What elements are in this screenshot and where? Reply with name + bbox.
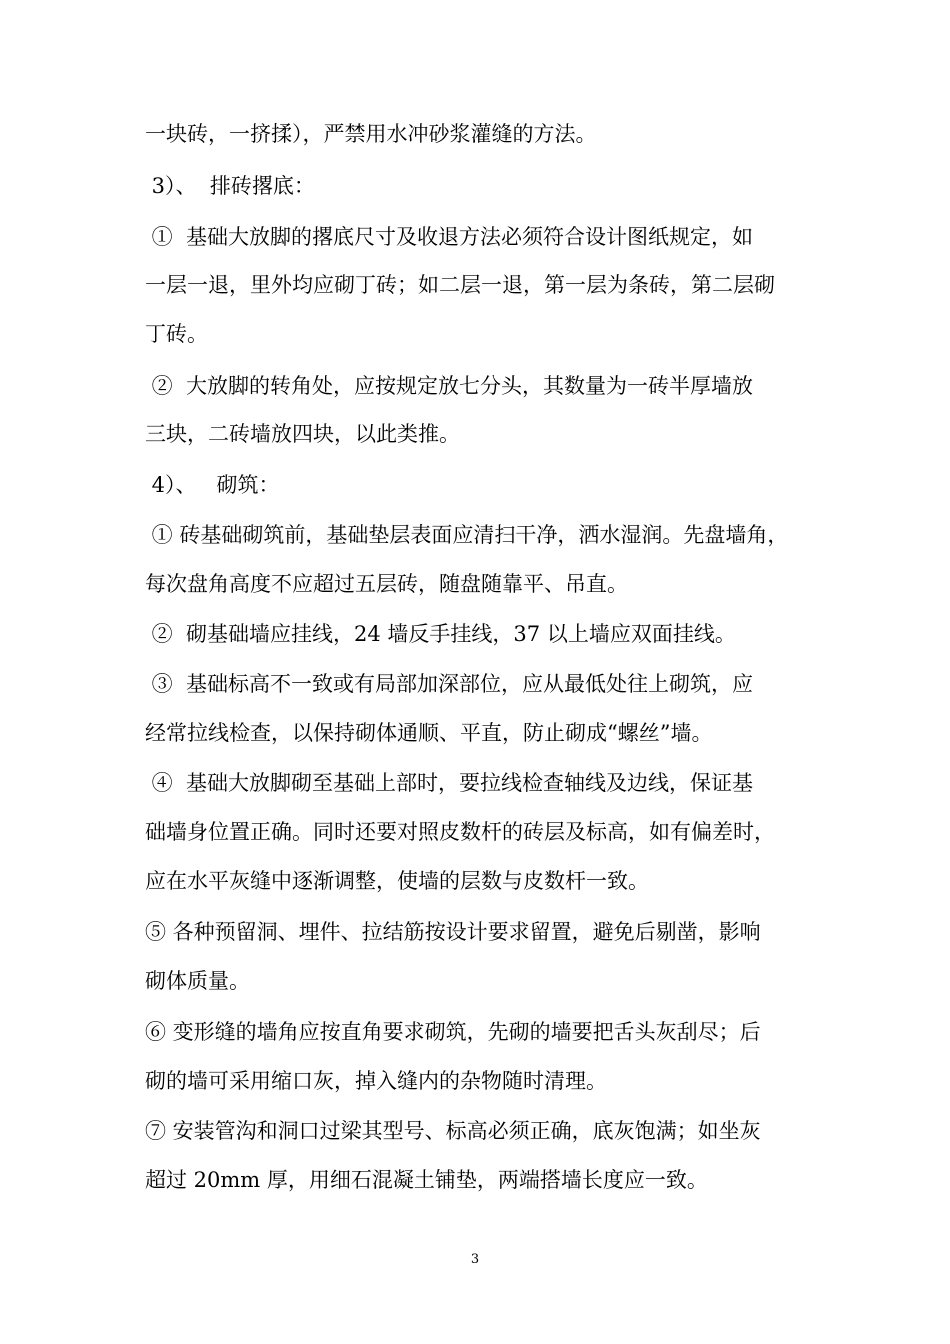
text-line: 应在水平灰缝中逐渐调整，使墙的层数与皮数杆一致。 xyxy=(145,869,649,893)
text-line: ② 砌基础墙应挂线，24 墙反手挂线，37 以上墙应双面挂线。 xyxy=(145,622,736,646)
text-line: ④ 基础大放脚砌至基础上部时，要拉线检查轴线及边线，保证基 xyxy=(145,771,754,795)
text-line: ⑥ 变形缝的墙角应按直角要求砌筑，先砌的墙要把舌头灰刮尽；后 xyxy=(145,1020,761,1044)
text-line: 一块砖，一挤揉），严禁用水冲砂浆灌缝的方法。 xyxy=(145,122,597,146)
text-line: ② 大放脚的转角处，应按规定放七分头，其数量为一砖半厚墙放 xyxy=(145,374,754,398)
text-line: 砌体质量。 xyxy=(145,969,250,993)
text-line: 每次盘角高度不应超过五层砖，随盘随靠平、吊直。 xyxy=(145,572,628,596)
page-number: 3 xyxy=(470,1252,480,1267)
text-line: ⑤ 各种预留洞、埋件、拉结筋按设计要求留置，避免后剔凿，影响 xyxy=(145,920,761,944)
section-heading: 3）、 排砖撂底： xyxy=(145,174,315,198)
text-line: ⑦ 安装管沟和洞口过梁其型号、标高必须正确，底灰饱满；如坐灰 xyxy=(145,1119,761,1143)
text-line: ③ 基础标高不一致或有局部加深部位，应从最低处往上砌筑，应 xyxy=(145,672,754,696)
text-line: 础墙身位置正确。同时还要对照皮数杆的砖层及标高，如有偏差时， xyxy=(145,820,775,844)
text-line: 砌的墙可采用缩口灰，掉入缝内的杂物随时清理。 xyxy=(145,1069,607,1093)
text-line: ① 砖基础砌筑前，基础垫层表面应清扫干净，洒水湿润。先盘墙角， xyxy=(145,523,789,547)
text-line: 经常拉线检查，以保持砌体通顺、平直，防止砌成“螺丝”墙。 xyxy=(145,721,713,745)
text-line: 一层一退，里外均应砌丁砖；如二层一退，第一层为条砖，第二层砌 xyxy=(145,273,775,297)
text-line: ① 基础大放脚的撂底尺寸及收退方法必须符合设计图纸规定，如 xyxy=(145,225,754,249)
text-line: 三块，二砖墙放四块，以此类推。 xyxy=(145,422,460,446)
text-line: 丁砖。 xyxy=(145,322,208,346)
text-line: 超过 20mm 厚，用细石混凝土铺垫，两端搭墙长度应一致。 xyxy=(145,1168,708,1192)
section-heading: 4）、 砌筑： xyxy=(145,473,280,497)
